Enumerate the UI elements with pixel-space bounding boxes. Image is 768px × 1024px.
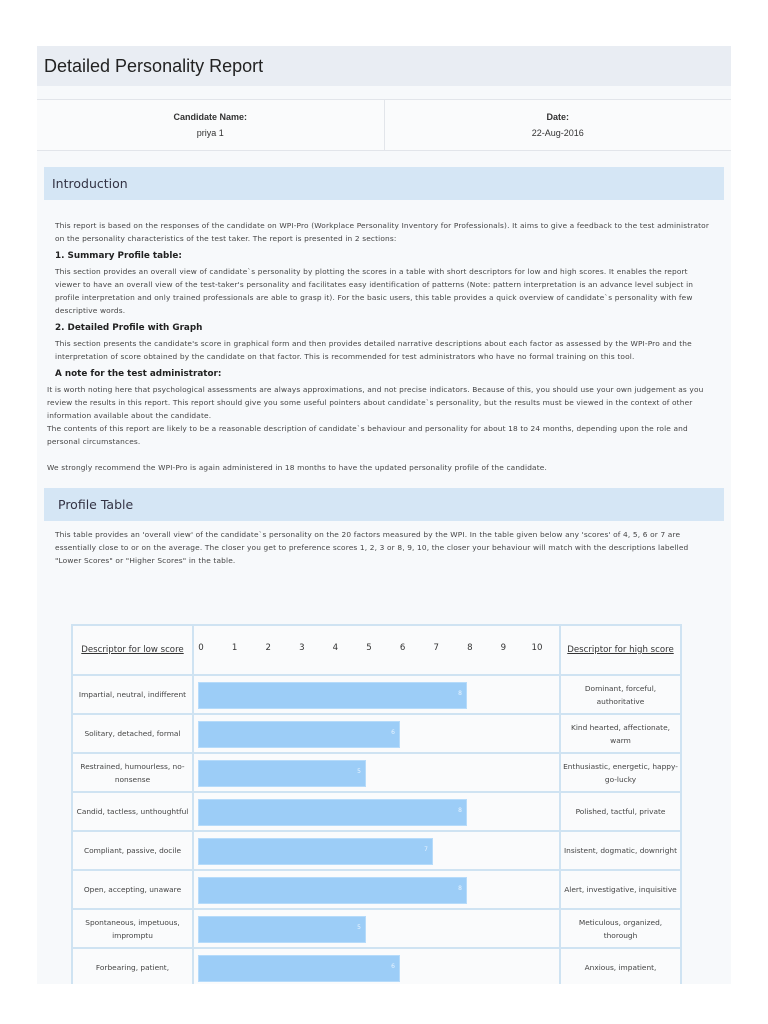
score-bar-value: 7 (424, 846, 428, 853)
intro-paragraph: This report is based on the responses of the candidate on WPI-Pro (Workplace Personality Inventory for Professionals). It aims to give a feedback to the test administrator on the personality characteristics of the test taker. The report is presented in 2 sections: (55, 221, 710, 243)
low-descriptor: Compliant, passive, docile (72, 831, 193, 870)
score-tick-10: 10 (531, 643, 543, 653)
score-bar-value: 6 (391, 963, 395, 970)
detailed-profile-title: 2. Detailed Profile with Graph (55, 323, 203, 333)
score-bar (198, 916, 366, 943)
profile-row (72, 714, 681, 753)
score-bar (198, 721, 400, 748)
profile-row (72, 870, 681, 909)
low-descriptor: Solitary, detached, formal (72, 714, 193, 753)
profile-table-body (72, 675, 681, 984)
admin-note-p3: We strongly recommend the WPI-Pro is again administered in 18 months to have the updated personality profile of the candidate. (47, 463, 547, 472)
score-tick-5: 5 (366, 643, 372, 653)
profile-row (72, 831, 681, 870)
profile-row (72, 675, 681, 714)
low-descriptor: Open, accepting, unaware (72, 870, 193, 909)
date-label: Date: (546, 112, 569, 122)
score-bar-value: 8 (458, 690, 462, 697)
score-tick-4: 4 (332, 643, 339, 653)
profile-row (72, 909, 681, 948)
score-tick-9: 9 (500, 643, 507, 653)
score-bar (198, 760, 366, 787)
score-scale-header (193, 625, 560, 675)
low-descriptor: Forbearing, patient, (72, 948, 193, 984)
introduction-heading: Introduction (44, 167, 724, 200)
high-descriptor: Meticulous, organized, thorough (560, 909, 681, 948)
detailed-profile-text: This section presents the candidate's score in graphical form and then provides detailed narrative descriptions about each factor as assessed by the WPI-Pro and the interpretation of score obtained by the candidate on that factor. This is recommended for test administrators who have no formal training on this tool. (55, 339, 692, 361)
high-descriptor: Insistent, dogmatic, downright (560, 831, 681, 870)
high-descriptor-header (560, 625, 681, 675)
score-tick-6: 6 (399, 643, 406, 653)
high-descriptor: Anxious, impatient, (560, 948, 681, 984)
admin-note-p2: The contents of this report are likely to be a reasonable description of candidate`s behaviour and personality for about 18 to 24 months, depending upon the role and personal circumstances. (47, 424, 688, 446)
score-tick-0: 0 (198, 643, 204, 653)
score-bar-value: 8 (458, 885, 462, 892)
score-bar-value: 8 (458, 807, 462, 814)
date-cell (384, 100, 732, 150)
report-date: 22-Aug-2016 (531, 128, 584, 138)
title-bar (37, 46, 731, 86)
score-tick-2: 2 (265, 643, 271, 653)
score-tick-1: 1 (231, 643, 238, 653)
score-bar (198, 838, 433, 865)
high-descriptor: Dominant, forceful, authoritative (560, 675, 681, 714)
candidate-name-cell (37, 100, 384, 150)
low-descriptor: Spontaneous, impetuous, impromptu (72, 909, 193, 948)
high-descriptor-header-label: Descriptor for high score (567, 645, 674, 655)
score-bar-cell (193, 753, 560, 792)
admin-note-p1: It is worth noting here that psychological assessments are always approximations, and not precise indicators. Because of this, you should use your own judgement as you review the results in this report. This report should give you some useful pointers about candidate`s personality, but the results must be viewed in the context of other information available about the candidate. (47, 385, 704, 420)
score-bar (198, 877, 467, 904)
candidate-info (37, 99, 731, 151)
score-bar-value: 5 (357, 768, 361, 775)
high-descriptor: Kind hearted, affectionate, warm (560, 714, 681, 753)
profile-table-text: This table provides an 'overall view' of the candidate`s personality on the 20 factors measured by the WPI. In the table given below any 'scores' of 4, 5, 6 or 7 are essentially close to or on the average. The closer you get to preference scores 1, 2, 3 or 8, 9, 10, the closer your behaviour will match with the descriptions labelled "Lower Scores" or "Higher Scores" in the table. (55, 530, 689, 565)
profile-table-heading: Profile Table (44, 488, 724, 521)
high-descriptor: Enthusiastic, energetic, happy-go-lucky (560, 753, 681, 792)
summary-table-text: This section provides an overall view of candidate`s personality by plotting the scores in a table with short descriptors for low and high scores. It enables the report viewer to have an overall view of the test-taker's personality and facilitates easy identification of patterns (Note: pattern interpretation is an advance level subject in profile interpretation and only trained professionals are able to grasp it). For the basic users, this table provides a quick overview of candidate`s personality with few descriptive words. (55, 267, 694, 315)
profile-table-header (72, 625, 681, 675)
low-descriptor: Impartial, neutral, indifferent (72, 675, 193, 714)
score-bar-cell (193, 909, 560, 948)
report-title: Detailed Personality Report (44, 55, 264, 76)
low-descriptor-header (72, 625, 193, 675)
score-bar-cell (193, 870, 560, 909)
score-bar-cell (193, 792, 560, 831)
score-bar (198, 682, 467, 709)
score-tick-8: 8 (467, 643, 473, 653)
score-bar (198, 799, 467, 826)
high-descriptor: Polished, tactful, private (560, 792, 681, 831)
score-tick-3: 3 (299, 643, 305, 653)
profile-table (71, 624, 682, 984)
profile-row (72, 948, 681, 984)
score-bar (198, 955, 400, 982)
score-bar-cell (193, 675, 560, 714)
high-descriptor: Alert, investigative, inquisitive (560, 870, 681, 909)
report-page (37, 46, 731, 984)
score-tick-7: 7 (433, 643, 439, 653)
low-descriptor-header-label: Descriptor for low score (81, 645, 184, 655)
low-descriptor: Candid, tactless, unthoughtful (72, 792, 193, 831)
score-ticks (194, 626, 559, 674)
profile-row (72, 792, 681, 831)
candidate-name-label: Candidate Name: (173, 112, 248, 122)
candidate-name: priya 1 (196, 128, 224, 138)
score-bar-cell (193, 831, 560, 870)
low-descriptor: Restrained, humourless, no-nonsense (72, 753, 193, 792)
score-bar-cell (193, 948, 560, 984)
admin-note-title: A note for the test administrator: (55, 369, 222, 379)
summary-table-title: 1. Summary Profile table: (55, 251, 182, 261)
score-bar-cell (193, 714, 560, 753)
score-bar-value: 5 (357, 924, 361, 931)
profile-row (72, 753, 681, 792)
score-bar-value: 6 (391, 729, 395, 736)
